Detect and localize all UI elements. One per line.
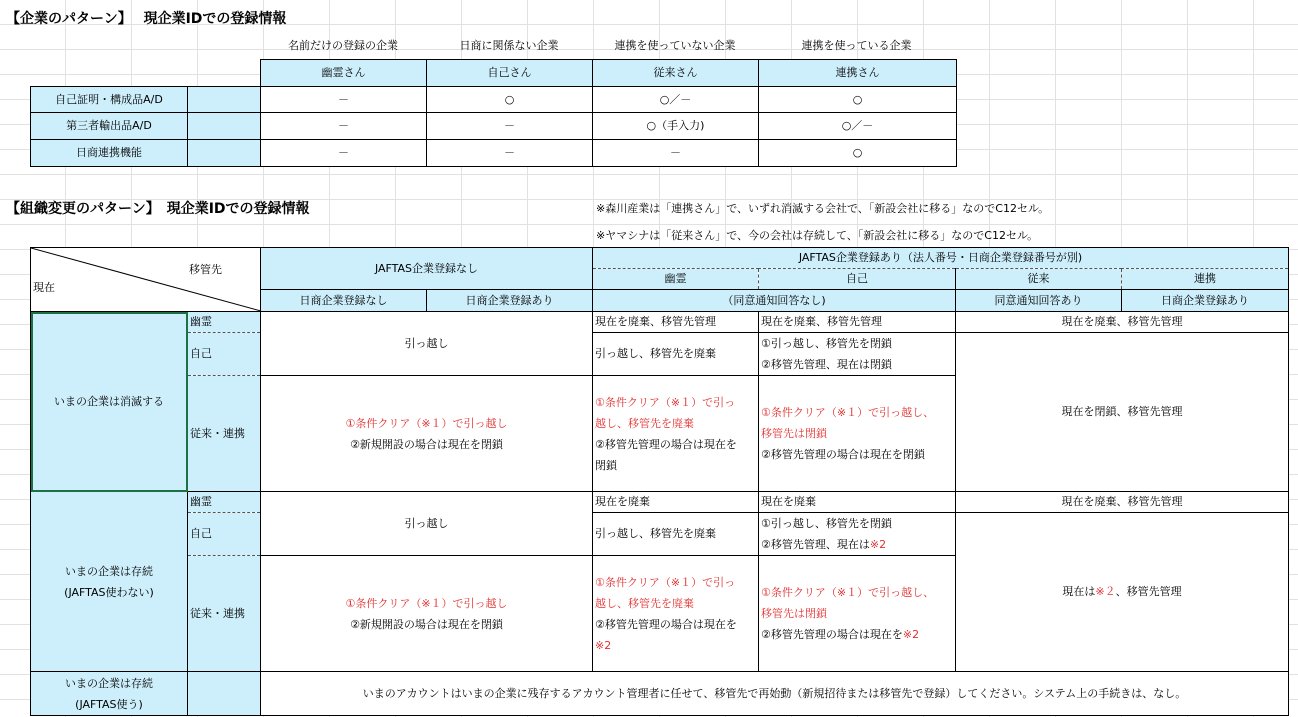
cont-move[interactable]: 引っ越し	[261, 492, 593, 556]
cell-2-1[interactable]: －	[261, 113, 427, 140]
row-jaftas-label-2: (JAFTAS使う)	[75, 697, 143, 711]
blank-corner-2	[188, 60, 261, 87]
sub-no-consent[interactable]: （同意通知回答なし)	[593, 290, 956, 312]
sub-nissho-registered[interactable]: 日商企業登録あり	[1122, 290, 1289, 312]
type-jiko[interactable]: 自己	[759, 269, 956, 290]
org-change-table	[30, 247, 1289, 716]
row-label-3-b[interactable]	[188, 140, 261, 167]
ext-yurei-renkei-2a: ②移管先管理の場合は現在を	[595, 437, 737, 451]
blank-corner	[31, 60, 188, 87]
diagonal-line	[31, 248, 261, 311]
cont-left-renkei-2: ②新規開設の場合は現在を閉鎖	[350, 617, 503, 631]
cont-jiko-renkei-2: ②移管先管理の場合は現在を※2	[761, 628, 920, 641]
cell-1-2[interactable]: ○	[427, 87, 593, 113]
cont-yurei-jiko[interactable]: 引っ越し、移管先を廃棄	[593, 513, 759, 556]
group-jaftas[interactable]: JAFTAS企業登録あり（法人番号・日商企業登録番号が別)	[593, 248, 1289, 269]
ext-yurei-renkei-2b: 閉鎖	[595, 458, 617, 472]
cont-jiko-jiko[interactable]	[759, 513, 956, 556]
cont-yurei-renkei-2a: ②移管先管理の場合は現在を	[595, 617, 737, 631]
cont-jiko-jiko-2: ②移管先管理、現在は※2	[761, 538, 887, 551]
note-1: ※森川産業は「連携さん」で、いずれ消滅する会社で、「新設会社に移る」なのでC12セル。	[596, 202, 1050, 215]
cont-jiko-jiko-1: ①引っ越し、移管先を閉鎖	[761, 517, 892, 530]
type-jurai[interactable]: 従来	[956, 269, 1122, 290]
col-header-3: 連携を使っていない企業	[614, 39, 736, 52]
ext-right-r1[interactable]: 現在を廃棄、移管先管理	[956, 312, 1289, 333]
sub-no-nissho[interactable]: 日商企業登録なし	[261, 290, 427, 312]
sub-with-nissho[interactable]: 日商企業登録あり	[427, 290, 593, 312]
cont-yurei-renkei-1a: ①条件クリア（※１）で引っ	[595, 575, 736, 589]
cont-right-r1[interactable]: 現在を廃棄、移管先管理	[956, 492, 1289, 513]
section1-title: 【企業のパターン】 現企業IDでの登録情報	[6, 11, 287, 27]
ext-jiko-renkei-2: ②移管先管理の場合は現在を閉鎖	[761, 448, 925, 461]
label-yurei[interactable]: 幽霊さん	[261, 60, 427, 87]
ext-sub-jiko[interactable]: 自己	[188, 333, 261, 376]
cont-yurei-renkei-1b: 越し、移管先を廃棄	[595, 596, 694, 610]
ext-jiko-r1[interactable]: 現在を廃棄、移管先管理	[759, 312, 956, 333]
ext-jiko-renkei-1b: 移管先は閉鎖	[761, 427, 827, 440]
company-pattern-table	[30, 59, 957, 167]
row-continue-label-2: (JAFTAS使わない)	[64, 585, 154, 599]
row-label-1-b[interactable]	[188, 87, 261, 113]
cont-yurei-renkei[interactable]	[593, 556, 759, 672]
row-extinct-label[interactable]: いまの企業は消滅する	[31, 312, 188, 492]
col-header-4: 連携を使っている企業	[801, 39, 912, 52]
cell-3-4[interactable]: ○	[759, 140, 957, 167]
ext-right-merged[interactable]: 現在を閉鎖、移管先管理	[956, 333, 1289, 492]
col-header-2: 日商に関係ない企業	[459, 39, 559, 52]
ext-jiko-jiko[interactable]	[759, 333, 956, 376]
cell-2-2[interactable]: －	[427, 113, 593, 140]
label-jiko[interactable]: 自己さん	[427, 60, 593, 87]
jaftas-message[interactable]: いまのアカウントはいまの企業に残存するアカウント管理者に任せて、移管先で再始動（新規招待または移管先で登録）してください。システム上の手続きは、なし。	[261, 672, 1289, 716]
label-jurai[interactable]: 従来さん	[593, 60, 759, 87]
cell-1-3[interactable]: ○／－	[593, 87, 759, 113]
ext-yurei-renkei[interactable]	[593, 376, 759, 492]
cont-sub-renkei[interactable]: 従来・連携	[188, 556, 261, 672]
ext-left-renkei[interactable]	[261, 376, 593, 492]
corner-now: 現在	[33, 281, 55, 294]
ext-yurei-renkei-1b: 越し、移管先を廃棄	[595, 416, 694, 430]
note-2: ※ヤマシナは「従来さん」で、今の会社は存続して、「新設会社に移る」なのでC12セル。	[596, 229, 1039, 242]
ext-yurei-r1[interactable]: 現在を廃棄、移管先管理	[593, 312, 759, 333]
label-renkei[interactable]: 連携さん	[759, 60, 957, 87]
cont-sub-yurei[interactable]: 幽霊	[188, 492, 261, 513]
corner-to: 移管先	[189, 263, 222, 276]
cont-jiko-renkei-1b: 移管先は閉鎖	[761, 607, 827, 620]
cont-left-renkei-1: ①条件クリア（※１）で引っ越し	[345, 596, 508, 610]
ext-move[interactable]: 引っ越し	[261, 312, 593, 376]
col-header-1: 名前だけの登録の企業	[288, 39, 398, 52]
ext-sub-yurei[interactable]: 幽霊	[188, 312, 261, 333]
cell-3-1[interactable]: －	[261, 140, 427, 167]
type-renkei[interactable]: 連携	[1122, 269, 1289, 290]
row-jaftas-label[interactable]	[31, 672, 188, 716]
row-label-3[interactable]: 日商連携機能	[31, 140, 188, 167]
sub-consent[interactable]: 同意通知回答あり	[956, 290, 1122, 312]
group-no-jaftas[interactable]: JAFTAS企業登録なし	[261, 248, 593, 290]
row-continue-label[interactable]	[31, 492, 188, 672]
type-yurei[interactable]: 幽霊	[593, 269, 759, 290]
ext-yurei-jiko[interactable]: 引っ越し、移管先を廃棄	[593, 333, 759, 376]
cont-yurei-r1[interactable]: 現在を廃棄	[593, 492, 759, 513]
cont-yurei-renkei-2b: ※2	[595, 638, 612, 652]
ext-jiko-renkei[interactable]	[759, 376, 956, 492]
cont-sub-jiko[interactable]: 自己	[188, 513, 261, 556]
ext-yurei-renkei-1a: ①条件クリア（※１）で引っ	[595, 395, 736, 409]
row-jaftas-label-1: いまの企業は存続	[65, 676, 153, 690]
cell-2-3[interactable]: ○（手入力)	[593, 113, 759, 140]
corner-cell[interactable]	[31, 248, 261, 312]
ext-left-renkei-2: ②新規開設の場合は現在を閉鎖	[350, 437, 503, 451]
cont-right-merged[interactable]: 現在は※２、移管先管理	[956, 513, 1289, 672]
cont-jiko-renkei[interactable]	[759, 556, 956, 672]
cell-2-4[interactable]: ○／－	[759, 113, 957, 140]
cell-3-2[interactable]: －	[427, 140, 593, 167]
row-label-1[interactable]: 自己証明・構成品A/D	[31, 87, 188, 113]
ext-jiko-renkei-1a: ①条件クリア（※１）で引っ越し、	[761, 406, 935, 419]
cont-jiko-renkei-1a: ①条件クリア（※１）で引っ越し、	[761, 586, 935, 599]
ext-sub-renkei[interactable]: 従来・連携	[188, 376, 261, 492]
cell-1-4[interactable]: ○	[759, 87, 957, 113]
ext-jiko-jiko-2: ②移管先管理、現在は閉鎖	[761, 358, 892, 371]
jaftas-sub-blank[interactable]	[188, 672, 261, 716]
cell-1-1[interactable]: －	[261, 87, 427, 113]
ext-left-renkei-1: ①条件クリア（※１）で引っ越し	[345, 416, 508, 430]
row-continue-label-1: いまの企業は存続	[65, 564, 153, 578]
cell-3-3[interactable]: －	[593, 140, 759, 167]
row-label-2[interactable]: 第三者輸出品A/D	[31, 113, 188, 140]
cont-jiko-r1[interactable]: 現在を廃棄	[759, 492, 956, 513]
cont-left-renkei[interactable]	[261, 556, 593, 672]
section2-title: 【組織変更のパターン】 現企業IDでの登録情報	[6, 201, 310, 217]
row-label-2-b[interactable]	[188, 113, 261, 140]
ext-jiko-jiko-1: ①引っ越し、移管先を閉鎖	[761, 337, 892, 350]
